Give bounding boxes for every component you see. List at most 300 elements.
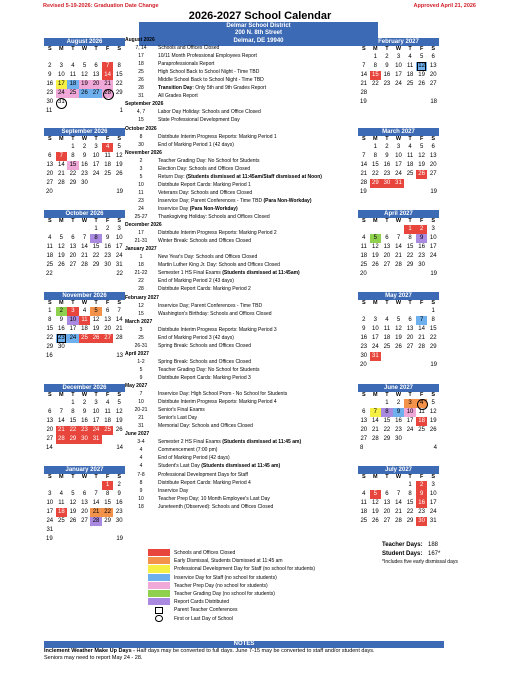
day-cell: 3: [431, 482, 435, 488]
event-text: Senior's Final Exams: [158, 407, 205, 414]
day-cell: 29: [406, 518, 414, 524]
day-cell: [56, 143, 68, 152]
event-text: Inservice Day; Parent Conferences - Time TBD: [158, 302, 263, 309]
week-row: [44, 325, 125, 334]
day-cell: 25: [67, 89, 79, 98]
day-cell: 28: [115, 335, 123, 341]
day-cell: 24: [372, 344, 379, 350]
day-cell: 22: [406, 253, 414, 259]
weekday-label: T: [408, 218, 412, 224]
day-cell: 1: [404, 225, 416, 234]
day-cell: 17: [429, 244, 437, 250]
event-month-label: November 2026: [125, 149, 162, 156]
day-cell: 13: [69, 244, 77, 250]
day-cell: 24: [429, 253, 437, 259]
day-cell: 29: [67, 435, 79, 444]
day-cell: [381, 225, 393, 234]
day-cell: 11: [104, 153, 111, 159]
day-cell: 17: [406, 418, 414, 424]
day-cell: 19: [69, 509, 77, 515]
event-date: 3: [139, 165, 143, 172]
day-cell: 12: [115, 409, 123, 415]
event-text: Semester 2 HS Final Exams (Students dismissed at 11:45 am): [158, 439, 302, 446]
weekday-label: W: [395, 218, 402, 224]
day-cell: [393, 352, 405, 361]
event-date: 17: [138, 53, 144, 60]
event-text: Senior's Last Day: [158, 415, 198, 422]
day-cell: 21: [395, 509, 402, 515]
day-cell: 19: [372, 509, 379, 515]
event-row: [124, 334, 374, 342]
day-cell: 3: [373, 317, 378, 323]
day-cell: 25: [406, 171, 414, 177]
legend-label: Report Cards Distributed: [174, 599, 230, 606]
day-cell: 30: [416, 517, 428, 526]
day-cell: 20: [90, 80, 102, 89]
day-cell: 2: [82, 400, 87, 406]
day-cell: 8: [431, 317, 435, 323]
day-cell: 11: [58, 500, 65, 506]
day-cell: 11: [418, 409, 425, 415]
weekday-row: [44, 300, 125, 307]
month-header: November 2026: [44, 292, 125, 300]
event-date: 2: [139, 157, 143, 164]
weekday-label: W: [395, 136, 402, 142]
day-cell: 29: [46, 344, 54, 350]
day-cell: [67, 98, 79, 107]
week-row: [44, 243, 125, 252]
day-cell: 4: [105, 400, 110, 406]
day-cell: 19: [79, 80, 91, 89]
event-date: 15: [138, 310, 144, 317]
event-date: 18: [138, 262, 144, 269]
event-row: [124, 229, 374, 237]
event-date: 22: [138, 278, 144, 285]
day-cell: 5: [431, 400, 435, 406]
weekday-label: M: [373, 392, 378, 398]
day-cell: 28: [360, 180, 368, 186]
weekday-label: S: [47, 46, 52, 52]
day-cell: 13: [406, 326, 414, 332]
day-cell: 26: [115, 171, 123, 177]
event-row: [124, 406, 374, 414]
weekday-row: [44, 392, 125, 399]
day-cell: 27: [46, 436, 54, 442]
weekday-label: T: [408, 300, 412, 306]
day-cell: 20: [360, 427, 368, 433]
event-row: [124, 358, 374, 366]
day-cell: 4: [416, 399, 428, 408]
week-row: [44, 508, 125, 517]
event-row: [124, 285, 374, 293]
day-cell: 18: [360, 253, 368, 259]
day-cell: 20: [383, 253, 391, 259]
day-cell: 17: [56, 80, 68, 89]
day-cell: 15: [115, 72, 123, 78]
event-date: 21-22: [134, 270, 148, 277]
day-cell: 21: [418, 335, 425, 341]
event-row: [124, 44, 374, 52]
month-day-counts: [44, 188, 125, 196]
event-date: 10: [138, 495, 144, 502]
event-month-label: March 2027: [125, 318, 153, 325]
weekday-label: S: [117, 300, 122, 306]
color-legend: [148, 549, 378, 623]
day-cell: [67, 53, 79, 62]
teacher-day-count: 8: [360, 445, 364, 451]
event-text: Paraprofessionals Report: [158, 61, 215, 68]
day-cell: 6: [105, 308, 110, 314]
day-cell: 29: [406, 262, 414, 268]
day-totals: [382, 541, 458, 567]
event-text: State Professional Development Day: [158, 117, 240, 124]
legend-item: [148, 615, 378, 623]
month-header: January 2027: [44, 466, 125, 474]
day-cell: 26: [90, 334, 102, 343]
event-date: 4: [139, 447, 143, 454]
weekday-label: W: [81, 136, 88, 142]
week-row: [44, 426, 125, 435]
legend-label: First or Last Day of School: [174, 615, 233, 622]
student-days-value: 167*: [428, 550, 441, 557]
month-august-2026: [44, 38, 125, 115]
day-cell: 13: [46, 418, 54, 424]
day-cell: 17: [69, 326, 77, 332]
weekday-label: F: [105, 46, 110, 52]
day-cell: 15: [406, 500, 414, 506]
legend-item: [148, 557, 378, 565]
day-cell: 1: [71, 144, 75, 150]
event-text: Semester 1 HS Final Exams (Students dismissed at 11:45am): [158, 270, 300, 277]
day-cell: 24: [56, 89, 68, 98]
weekday-label: T: [94, 474, 98, 480]
day-cell: 28: [418, 344, 425, 350]
event-date: 31: [138, 93, 144, 100]
event-text-bold: (Students dismissed at 11:45 am): [201, 463, 281, 470]
district-street: 200 N. 8th Street: [234, 30, 283, 37]
day-cell: 17: [115, 244, 123, 250]
week-row: [44, 435, 125, 444]
weekday-label: F: [105, 218, 110, 224]
student-day-count: 13: [116, 353, 123, 359]
event-date: 3: [139, 326, 143, 333]
day-cell: 10: [395, 63, 402, 69]
weekday-label: M: [373, 300, 378, 306]
week-row: [44, 252, 125, 261]
notes-line2: Seniors may need to report May 24 - 28.: [44, 655, 143, 661]
week-row: [44, 261, 125, 270]
day-cell: [404, 89, 416, 98]
day-cell: 23: [383, 171, 391, 177]
day-cell: 2: [362, 317, 366, 323]
student-day-count: 19: [430, 271, 437, 277]
day-cell: 30: [46, 99, 54, 105]
week-row: [44, 179, 125, 188]
event-row: [124, 277, 374, 285]
day-cell: 23: [56, 334, 68, 343]
day-cell: 4: [362, 235, 366, 241]
event-month-heading: [124, 36, 374, 44]
teacher-day-count: 20: [360, 271, 367, 277]
student-day-count: 22: [116, 271, 123, 277]
day-cell: 4: [48, 235, 52, 241]
month-header: October 2026: [44, 210, 125, 218]
event-text: End of Marking Period 1 (42 days): [158, 141, 234, 148]
day-cell: 21: [115, 326, 123, 332]
day-cell: 29: [115, 90, 123, 96]
day-cell: [67, 481, 79, 490]
day-cell: 21: [102, 80, 114, 89]
event-date: 12: [138, 302, 144, 309]
day-cell: 29: [69, 180, 77, 186]
event-date: 4: [139, 463, 143, 470]
day-cell: 21: [360, 171, 368, 177]
day-cell: 29: [104, 518, 111, 524]
day-cell: 16: [383, 72, 391, 78]
day-cell: 7: [82, 235, 87, 241]
day-cell: 17: [46, 509, 54, 515]
day-cell: 1: [48, 308, 52, 314]
day-cell: [393, 89, 405, 98]
event-month-label: June 2027: [125, 431, 150, 438]
day-cell: 5: [419, 144, 424, 150]
weekday-label: W: [81, 392, 88, 398]
day-cell: 14: [360, 162, 368, 168]
weekday-label: M: [59, 136, 64, 142]
event-date: 7-8: [137, 471, 145, 478]
day-cell: 13: [383, 500, 391, 506]
district-city: Delmar, DE 19940: [233, 38, 284, 45]
day-cell: 9: [385, 63, 389, 69]
event-row: [124, 173, 374, 181]
day-cell: 16: [383, 162, 391, 168]
day-cell: [404, 352, 416, 361]
week-row: [44, 417, 125, 426]
day-cell: [427, 435, 439, 444]
event-text-bold: Transition Day: [158, 85, 193, 92]
event-date: 4: [139, 455, 143, 462]
day-cell: 21: [372, 427, 379, 433]
month-september-2026: [44, 128, 125, 196]
event-row: [124, 52, 374, 60]
event-row: [124, 310, 374, 318]
day-cell: 16: [360, 335, 368, 341]
day-cell: 12: [58, 244, 65, 250]
event-row: [124, 326, 374, 334]
day-cell: 7: [370, 408, 382, 417]
weekday-label: S: [47, 136, 52, 142]
event-month-heading: [124, 221, 374, 229]
week-row: [44, 526, 125, 535]
event-month-heading: [124, 245, 374, 253]
day-cell: 30: [115, 518, 123, 524]
weekday-label: T: [94, 300, 98, 306]
weekday-label: T: [94, 392, 98, 398]
weekday-label: T: [71, 300, 75, 306]
day-cell: 11: [360, 500, 367, 506]
event-row: [124, 68, 374, 76]
day-cell: 15: [370, 71, 382, 80]
day-cell: [102, 98, 114, 107]
day-cell: 17: [92, 162, 100, 168]
day-cell: [393, 225, 405, 234]
month-october-2026: [44, 210, 125, 278]
day-cell: 9: [416, 490, 428, 499]
day-cell: 15: [406, 244, 414, 250]
weekday-label: T: [408, 46, 412, 52]
legend-swatch: [155, 607, 163, 614]
day-cell: 23: [46, 90, 54, 96]
day-cell: 19: [395, 335, 402, 341]
day-cell: 19: [418, 162, 425, 168]
day-cell: 1: [373, 144, 378, 150]
event-text-bold: (Students dismissed at 11:45am): [222, 270, 300, 277]
weekday-label: S: [47, 474, 52, 480]
event-row: [124, 302, 374, 310]
day-cell: 8: [408, 491, 412, 497]
event-date: 5: [139, 366, 143, 373]
event-row: [124, 261, 374, 269]
event-month-heading: [124, 430, 374, 438]
day-cell: 30: [58, 344, 65, 350]
day-cell: 14: [92, 500, 100, 506]
event-date: 1-2: [137, 358, 145, 365]
day-cell: 18: [416, 417, 428, 426]
event-date: 5: [139, 173, 143, 180]
legend-item: [148, 549, 378, 557]
event-row: [124, 165, 374, 173]
day-cell: [416, 179, 428, 188]
student-days-note: *Includes five early dismissal days: [382, 559, 458, 565]
day-cell: [44, 53, 56, 62]
day-cell: 29: [383, 436, 391, 442]
day-cell: 4: [59, 491, 64, 497]
day-cell: [113, 526, 125, 535]
day-cell: 21: [360, 81, 368, 87]
day-cell: 26: [115, 427, 123, 433]
day-cell: 19: [429, 418, 437, 424]
event-row: [124, 133, 374, 141]
legend-swatch: [148, 574, 170, 582]
month-december-2026: [44, 384, 125, 452]
day-cell: 7: [396, 235, 401, 241]
legend-label: Professional Development Day for Staff (no school for students): [174, 566, 316, 573]
weekday-label: F: [419, 136, 424, 142]
weekday-label: S: [431, 300, 436, 306]
day-cell: 18: [360, 509, 368, 515]
event-row: [124, 60, 374, 68]
day-cell: [416, 435, 428, 444]
day-cell: 21: [81, 253, 88, 259]
weekday-label: W: [395, 474, 402, 480]
event-text: Distribute Report Cards: Marking Period 4: [158, 479, 251, 486]
day-cell: 20: [69, 253, 77, 259]
day-cell: 9: [105, 235, 110, 241]
day-cell: 25: [383, 344, 391, 350]
day-cell: 22: [67, 426, 79, 435]
day-cell: 16: [58, 326, 65, 332]
day-cell: 12: [372, 244, 379, 250]
teacher-day-count: 20: [360, 362, 367, 368]
event-date: 9: [139, 487, 143, 494]
weekday-label: T: [385, 392, 389, 398]
day-cell: 28: [395, 518, 402, 524]
revision-note: Revised 5-19-2026: Graduation Date Change: [43, 3, 159, 9]
event-date: 26: [138, 77, 144, 84]
day-cell: 30: [418, 262, 425, 268]
day-cell: 4: [102, 143, 114, 152]
week-row: [44, 89, 125, 98]
month-day-counts: [44, 107, 125, 115]
event-row: [124, 141, 374, 149]
day-cell: 16: [81, 162, 88, 168]
day-cell: [427, 261, 439, 270]
event-text: Martin Luther King Jr. Day: Schools and Offices Closed: [158, 262, 280, 269]
event-month-label: May 2027: [125, 383, 148, 390]
day-cell: 8: [90, 234, 102, 243]
day-cell: 27: [81, 518, 88, 524]
legend-label: Teacher Grading Day (no school for students): [174, 590, 275, 597]
event-text: Teacher Grading Day: No School for Students: [158, 157, 260, 164]
day-cell: 24: [115, 253, 123, 259]
day-cell: 29: [429, 344, 437, 350]
day-cell: 7: [396, 491, 401, 497]
event-text: Distribute Report Cards: Marking Period 1: [158, 181, 251, 188]
teacher-day-count: 11: [46, 108, 53, 114]
day-cell: 28: [102, 89, 114, 98]
weekday-label: M: [373, 218, 378, 224]
event-row: [124, 390, 374, 398]
day-cell: [79, 98, 91, 107]
event-text: 10/11 Month Professional Employees Report: [158, 53, 257, 60]
day-cell: 29: [92, 262, 100, 268]
event-row: [124, 213, 374, 221]
week-row: [44, 71, 125, 80]
day-cell: 13: [429, 63, 437, 69]
week-row: [44, 225, 125, 234]
day-cell: 16: [115, 500, 123, 506]
day-cell: 15: [383, 418, 391, 424]
day-cell: 1: [373, 54, 378, 60]
day-cell: 7: [59, 409, 64, 415]
day-cell: [381, 307, 393, 316]
day-cell: 25: [360, 262, 368, 268]
week-row: [44, 490, 125, 499]
event-text: Election Day: Schools and Offices Closed: [158, 165, 251, 172]
approval-note: Approved April 21, 2026: [413, 3, 476, 9]
month-november-2026: [44, 292, 125, 360]
weekday-label: W: [81, 300, 88, 306]
day-cell: 6: [48, 153, 52, 159]
day-cell: 8: [408, 235, 412, 241]
day-cell: [381, 352, 393, 361]
month-day-counts: [44, 444, 125, 452]
event-text: Inservice Day: [158, 487, 189, 494]
day-cell: 11: [104, 409, 111, 415]
day-cell: 18: [406, 72, 414, 78]
day-cell: 10: [92, 153, 100, 159]
weekday-label: T: [94, 218, 98, 224]
event-text: Schools and Offices Closed: [158, 45, 220, 52]
event-text: End of Marking Period 2 (43 days): [158, 278, 234, 285]
event-text: Inservice Day: High School Prom - No School for Students: [158, 391, 288, 398]
event-text: Spring Break: Schools and Offices Closed: [158, 358, 252, 365]
day-cell: 9: [82, 409, 87, 415]
student-day-count: 19: [430, 189, 437, 195]
weekday-label: F: [419, 218, 424, 224]
day-cell: 5: [370, 490, 382, 499]
day-cell: 24: [46, 518, 54, 524]
